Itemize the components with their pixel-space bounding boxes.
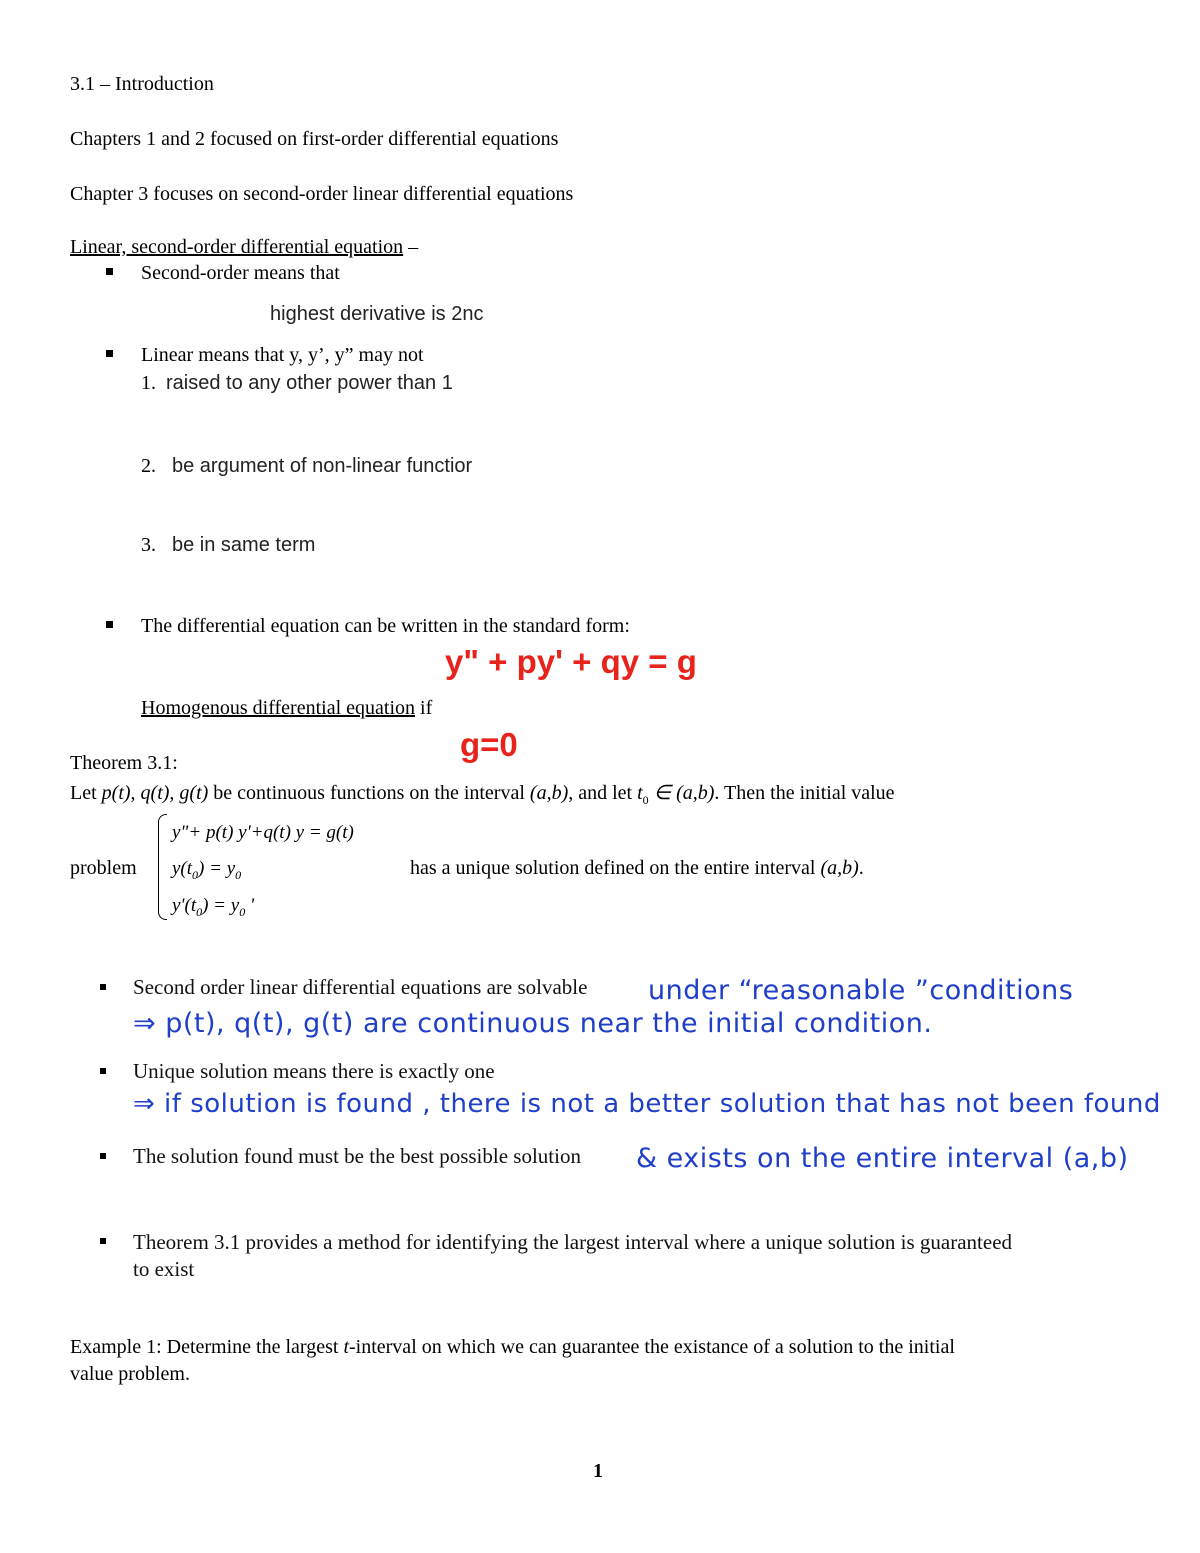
- handwritten-note-continuous: ⇒ p(t), q(t), g(t) are continuous near the initial condition.: [133, 1008, 933, 1039]
- rule-3: [141, 534, 315, 557]
- handwritten-note-interval: & exists on the entire interval (a,b): [636, 1143, 1129, 1174]
- bullet-standard-form: The differential equation can be written in the standard form:: [141, 615, 630, 637]
- scanned-bullet-theorem-continued: to exist: [133, 1257, 195, 1281]
- homogenous-suffix: if: [415, 697, 433, 719]
- ivp-equation-2: $y(t_0) = y_0$: [172, 858, 242, 882]
- theorem-text: Let: [70, 782, 102, 804]
- intro-paragraph-1: Chapters 1 and 2 focused on first-order differential equations: [70, 128, 559, 150]
- bullet-marker: [106, 621, 113, 628]
- scanned-bullet-best: The solution found must be the best possible solution: [133, 1144, 581, 1168]
- handwritten-note-unique: ⇒ if solution is found , there is not a better solution that has not been found: [133, 1089, 1161, 1119]
- unique-solution-text: has a unique solution defined on the entire interval (a,b).: [410, 857, 864, 879]
- theorem-t0: t: [637, 782, 643, 804]
- bullet-marker: [106, 268, 113, 275]
- rule-number: 3.: [141, 534, 156, 556]
- theorem-statement: [70, 780, 895, 808]
- ivp-equation-3: $y'(t_0) = y_0$ ': [172, 895, 255, 919]
- theorem-interval: (a,b): [529, 782, 569, 804]
- rule-text: be argument of non-linear functior: [172, 455, 473, 477]
- rule-text: raised to any other power than 1: [166, 372, 453, 394]
- example-1-line-1: Example 1: Determine the largest t-interval on which we can guarantee the existance of a solution to the initial: [70, 1336, 955, 1358]
- standard-form-equation: y" + py' + qy = g: [445, 643, 697, 680]
- scanned-bullet-solvable: Second order linear differential equations are solvable: [133, 975, 588, 999]
- bullet-marker: [100, 1238, 106, 1244]
- theorem-membership: ∈ (a,b): [648, 782, 715, 804]
- rule-1: [141, 372, 453, 395]
- homogenous-answer: g=0: [460, 726, 518, 763]
- section-heading: 3.1 – Introduction: [70, 73, 214, 95]
- intro-paragraph-2: Chapter 3 focuses on second-order linear differential equations: [70, 183, 574, 205]
- scanned-bullet-unique: Unique solution means there is exactly one: [133, 1059, 495, 1083]
- homogenous-term: Homogenous differential equation: [141, 697, 416, 719]
- linear-definition-term: Linear, second-order differential equation: [70, 236, 404, 258]
- answer-highest-derivative: highest derivative is 2nc: [270, 303, 484, 325]
- rule-2: [141, 455, 472, 478]
- theorem-title: Theorem 3.1:: [70, 752, 178, 774]
- theorem-text: be continuous functions on the interval: [208, 782, 530, 804]
- example-1-line-2: value problem.: [70, 1363, 190, 1385]
- bullet-second-order: Second-order means that: [141, 262, 340, 284]
- homogenous-line: [141, 697, 432, 720]
- problem-label: problem: [70, 857, 137, 879]
- bullet-marker: [106, 350, 113, 357]
- rule-number: 1.: [141, 372, 156, 394]
- rule-number: 2.: [141, 455, 156, 477]
- theorem-text: , and let: [568, 782, 638, 804]
- linear-definition-suffix: –: [403, 236, 419, 258]
- theorem-functions: p(t), q(t), g(t): [101, 782, 209, 804]
- bullet-marker: [100, 1068, 106, 1074]
- theorem-text: . Then the initial value: [714, 782, 895, 804]
- handwritten-note-conditions: under “reasonable ”conditions: [648, 975, 1074, 1006]
- ivp-equation-1: y"+ p(t) y'+q(t) y = g(t): [172, 822, 354, 843]
- rule-text: be in same term: [172, 534, 316, 556]
- bullet-marker: [100, 1153, 106, 1159]
- linear-definition-line: [70, 236, 418, 259]
- scanned-bullet-theorem: Theorem 3.1 provides a method for identifying the largest interval where a unique solution is guaranteed: [133, 1230, 1013, 1254]
- system-brace: [158, 814, 167, 920]
- theorem-t0-subscript: 0: [642, 793, 649, 807]
- bullet-marker: [100, 984, 106, 990]
- page-number: 1: [593, 1460, 603, 1482]
- bullet-linear: Linear means that y, y’, y” may not: [141, 344, 424, 366]
